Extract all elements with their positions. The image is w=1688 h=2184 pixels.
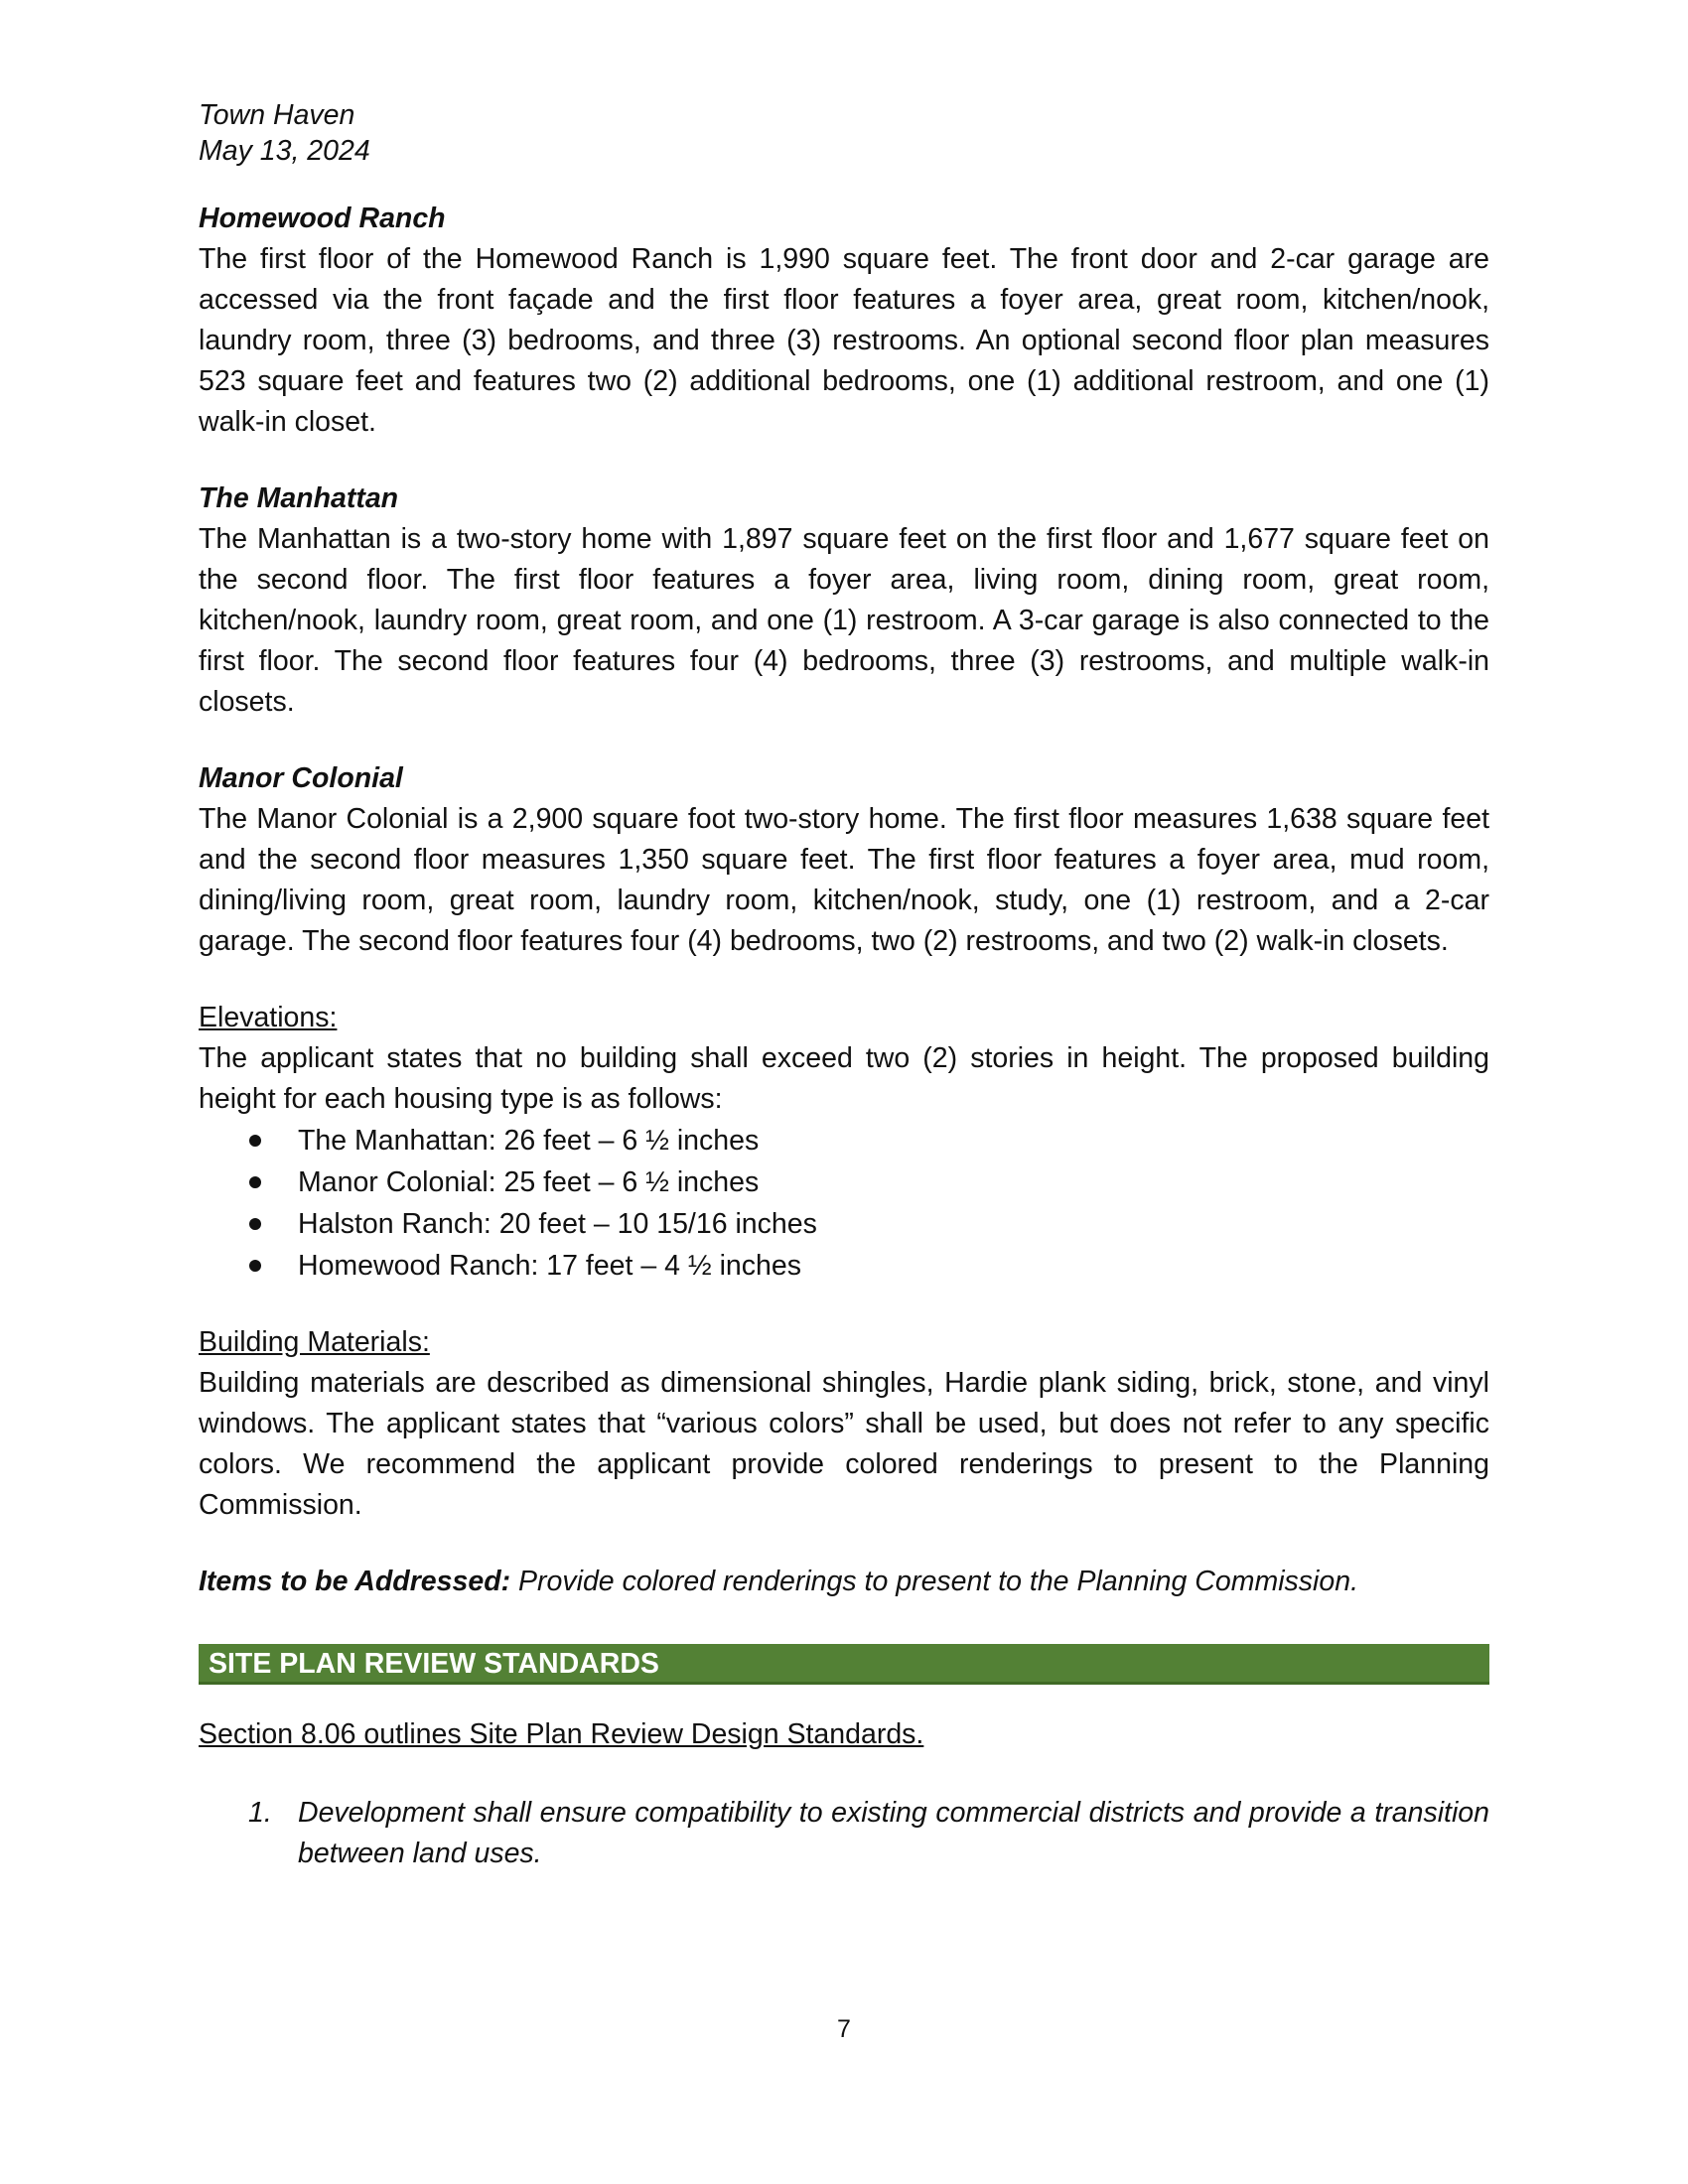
page-header: [199, 97, 1489, 169]
page-content: [199, 97, 1489, 1874]
manor-body: The Manor Colonial is a 2,900 square foot two-story home. The first floor measures 1,638 square feet and the second floor measures 1,350 square feet. The first floor features a foyer area, mud room, dining/living room, great room, laundry room, kitchen/nook, study, one (1) restroom, and a 2-car garage. The second floor features four (4) bedrooms, two (2) restrooms, and two (2) walk-in closets.: [199, 803, 1489, 957]
manhattan-body: The Manhattan is a two-story home with 1,897 square feet on the first floor and 1,677 square feet on the second floor. The first floor features a foyer area, living room, dining room, great room, kitchen/nook, laundry room, great room, and one (1) restroom. A 3-car garage is also connected to the first floor. The second floor features four (4) bedrooms, three (3) restrooms, and multiple walk-in closets.: [199, 523, 1489, 718]
elevations-section: [199, 998, 1489, 1287]
standards-list: [199, 1793, 1489, 1874]
elevations-list: [199, 1120, 1489, 1287]
manhattan-section: [199, 478, 1489, 723]
bullet-icon: [249, 1176, 261, 1188]
homewood-section: [199, 199, 1489, 443]
list-item-text: Halston Ranch: 20 feet – 10 15/16 inches: [298, 1208, 817, 1240]
manor-title: Manor Colonial: [199, 762, 403, 794]
bullet-icon: [249, 1260, 261, 1272]
list-item-text: The Manhattan: 26 feet – 6 ½ inches: [298, 1125, 760, 1157]
list-item: [199, 1245, 1489, 1287]
items-addressed-label: Items to be Addressed:: [199, 1566, 511, 1597]
standards-heading: Section 8.06 outlines Site Plan Review Design Standards.: [199, 1718, 924, 1750]
materials-body: Building materials are described as dimensional shingles, Hardie plank siding, brick, stone, and vinyl windows. The applicant states that “various colors” shall be used, but does not refer to any specific colors. We recommend the applicant provide colored renderings to present to the Planning Commission.: [199, 1367, 1489, 1521]
header-project-name: Town Haven: [199, 99, 355, 131]
list-item: [199, 1161, 1489, 1203]
section-banner: SITE PLAN REVIEW STANDARDS: [199, 1644, 1489, 1685]
bullet-icon: [249, 1218, 261, 1230]
list-item-text: Manor Colonial: 25 feet – 6 ½ inches: [298, 1166, 760, 1198]
materials-section: [199, 1322, 1489, 1526]
page-number: 7: [837, 2015, 851, 2043]
list-item-number: 1.: [248, 1797, 272, 1829]
manhattan-title: The Manhattan: [199, 482, 399, 514]
standards-section: [199, 1714, 1489, 1874]
header-date: May 13, 2024: [199, 135, 370, 167]
materials-heading: Building Materials:: [199, 1326, 430, 1358]
list-item-text: Development shall ensure compatibility to existing commercial districts and provide a transition between land uses.: [298, 1797, 1489, 1869]
list-item-text: Homewood Ranch: 17 feet – 4 ½ inches: [298, 1250, 801, 1282]
items-addressed-text: Provide colored renderings to present to the Planning Commission.: [510, 1566, 1358, 1597]
homewood-title: Homewood Ranch: [199, 203, 446, 234]
list-item: [199, 1793, 1489, 1874]
list-item: [199, 1120, 1489, 1161]
manor-section: [199, 758, 1489, 962]
elevations-heading: Elevations:: [199, 1002, 338, 1033]
items-addressed: [199, 1562, 1489, 1602]
elevations-intro: The applicant states that no building shall exceed two (2) stories in height. The proposed building height for each housing type is as follows:: [199, 1042, 1489, 1115]
list-item: [199, 1203, 1489, 1245]
homewood-body: The first floor of the Homewood Ranch is 1,990 square feet. The front door and 2-car garage are accessed via the front façade and the first floor features a foyer area, great room, kitchen/nook, laundry room, three (3) bedrooms, and three (3) restrooms. An optional second floor plan measures 523 square feet and features two (2) additional bedrooms, one (1) additional restroom, and one (1) walk-in closet.: [199, 243, 1489, 438]
bullet-icon: [249, 1135, 261, 1147]
